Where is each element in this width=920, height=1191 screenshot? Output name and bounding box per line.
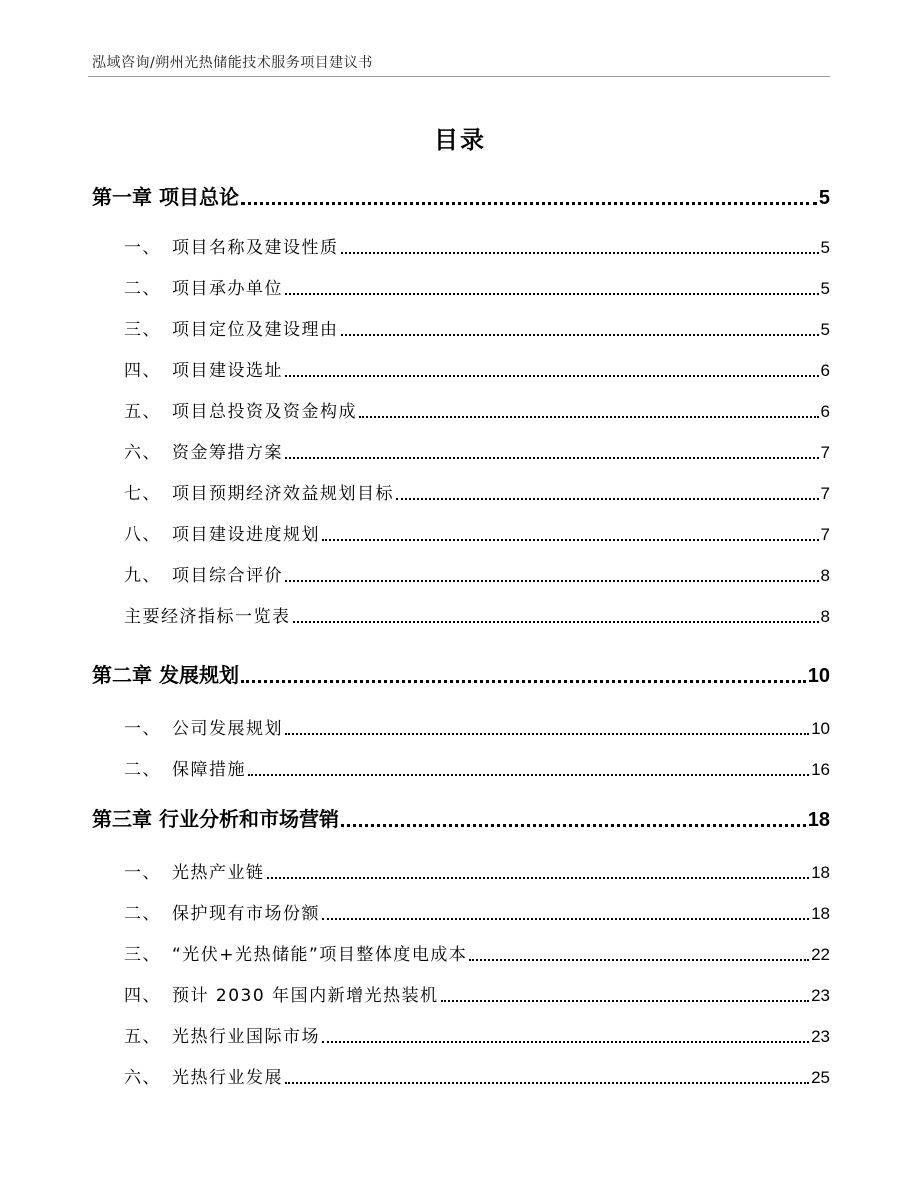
toc-entry-text: 项目承办单位 bbox=[172, 279, 283, 299]
toc-dot-leader bbox=[469, 949, 809, 961]
toc-section-entry[interactable] bbox=[124, 394, 830, 422]
toc-entry-label bbox=[124, 315, 339, 340]
toc-section-entry[interactable] bbox=[124, 1019, 830, 1047]
toc-entry-text: 光热行业国际市场 bbox=[172, 1027, 320, 1047]
toc-section-entry[interactable] bbox=[124, 711, 830, 739]
toc-page-number: 7 bbox=[820, 443, 830, 462]
toc-entry-number: 二、 bbox=[124, 279, 161, 299]
toc-page-number: 16 bbox=[811, 760, 830, 779]
toc-entry-text: 光热行业发展 bbox=[172, 1068, 283, 1088]
toc-entry-label bbox=[92, 181, 239, 210]
toc-dot-leader bbox=[241, 192, 817, 205]
toc-entry-label bbox=[124, 274, 283, 299]
toc-dot-leader bbox=[248, 764, 809, 776]
toc-entry-label bbox=[124, 1063, 283, 1088]
toc-entry-text: 项目建设进度规划 bbox=[172, 525, 320, 545]
toc-section-entry[interactable] bbox=[124, 896, 830, 924]
toc-entry-label bbox=[124, 714, 283, 739]
toc-entry-label bbox=[124, 940, 467, 965]
toc-page-number: 5 bbox=[818, 187, 830, 209]
header-divider bbox=[88, 76, 830, 77]
toc-entry-label bbox=[124, 233, 339, 258]
toc-section-entry[interactable] bbox=[124, 230, 830, 258]
toc-entry-text: 项目总投资及资金构成 bbox=[172, 402, 357, 422]
toc-page-number: 18 bbox=[807, 809, 830, 831]
toc-entry-number: 三、 bbox=[124, 320, 161, 340]
toc-entry-number: 七、 bbox=[124, 484, 161, 504]
toc-entry-text: 资金筹措方案 bbox=[172, 443, 283, 463]
toc-entry-text: 主要经济指标一览表 bbox=[124, 607, 291, 627]
toc-dot-leader bbox=[322, 529, 819, 541]
toc-page-number: 18 bbox=[811, 904, 830, 923]
toc-entry-number: 一、 bbox=[124, 719, 161, 739]
toc-page-number: 5 bbox=[820, 238, 830, 257]
toc-entry-text: 项目综合评价 bbox=[172, 566, 283, 586]
toc-entry-label bbox=[124, 858, 265, 883]
toc-page-number: 6 bbox=[820, 361, 830, 380]
toc-page-number: 7 bbox=[820, 525, 830, 544]
toc-section-entry[interactable] bbox=[124, 558, 830, 586]
toc-entry-text: 项目预期经济效益规划目标 bbox=[172, 484, 394, 504]
toc-dot-leader bbox=[293, 611, 819, 623]
toc-page-number: 25 bbox=[811, 1068, 830, 1087]
toc-dot-leader bbox=[285, 570, 819, 582]
toc-section-entry[interactable] bbox=[124, 312, 830, 340]
toc-section-entry[interactable] bbox=[124, 476, 830, 504]
toc-entry-text: 第二章 发展规划 bbox=[92, 663, 239, 687]
toc-page-number: 22 bbox=[811, 945, 830, 964]
toc-entry-label bbox=[124, 602, 291, 627]
toc-entry-label bbox=[124, 1022, 320, 1047]
toc-entry-number: 一、 bbox=[124, 863, 161, 883]
toc-title: 目录 bbox=[434, 126, 486, 154]
toc-entry-text: 项目建设选址 bbox=[172, 361, 283, 381]
toc-entry-label bbox=[124, 397, 357, 422]
toc-entry-number: 五、 bbox=[124, 1027, 161, 1047]
toc-entry-number: 二、 bbox=[124, 760, 161, 780]
toc-entry-label bbox=[124, 755, 246, 780]
toc-entry-number: 八、 bbox=[124, 525, 161, 545]
toc-dot-leader bbox=[322, 1031, 809, 1043]
toc-entry-number: 九、 bbox=[124, 566, 161, 586]
toc-entry-number: 四、 bbox=[124, 361, 161, 381]
toc-page-number: 10 bbox=[807, 665, 830, 687]
toc-dot-leader bbox=[285, 283, 819, 295]
toc-entry-text: 第三章 行业分析和市场营销 bbox=[92, 807, 339, 831]
toc-entry-label bbox=[92, 803, 339, 832]
toc-dot-leader bbox=[285, 1072, 809, 1084]
toc-entry-number: 六、 bbox=[124, 1068, 161, 1088]
toc-entry-text: “光伏+光热储能”项目整体度电成本 bbox=[172, 945, 468, 965]
toc-page-number: 8 bbox=[820, 566, 830, 585]
toc-entry-text: 项目名称及建设性质 bbox=[172, 238, 339, 258]
toc-entry-text: 保障措施 bbox=[172, 760, 246, 780]
toc-entry-number: 一、 bbox=[124, 238, 161, 258]
toc-dot-leader bbox=[359, 406, 819, 418]
toc-page-number: 23 bbox=[811, 986, 830, 1005]
toc-section-entry[interactable] bbox=[124, 353, 830, 381]
toc-entry-number: 六、 bbox=[124, 443, 161, 463]
toc-entry-label bbox=[92, 659, 239, 688]
toc-entry-text: 项目定位及建设理由 bbox=[172, 320, 339, 340]
toc-dot-leader bbox=[241, 670, 806, 683]
toc-entry-text: 预计 2030 年国内新增光热装机 bbox=[172, 986, 439, 1006]
toc-section-entry[interactable] bbox=[124, 599, 830, 627]
toc-dot-leader bbox=[341, 324, 819, 336]
toc-dot-leader bbox=[285, 447, 819, 459]
toc-dot-leader bbox=[341, 814, 806, 827]
toc-entry-number: 二、 bbox=[124, 904, 161, 924]
toc-dot-leader bbox=[441, 990, 810, 1002]
toc-section-entry[interactable] bbox=[124, 752, 830, 780]
toc-dot-leader bbox=[285, 723, 809, 735]
toc-page-number: 7 bbox=[820, 484, 830, 503]
toc-section-entry[interactable] bbox=[124, 435, 830, 463]
toc-page-number: 8 bbox=[820, 607, 830, 626]
toc-entry-label bbox=[124, 356, 283, 381]
toc-page-number: 18 bbox=[811, 863, 830, 882]
toc-entry-label bbox=[124, 981, 439, 1006]
toc-chapter-entry[interactable] bbox=[92, 804, 830, 832]
toc-page-number: 5 bbox=[820, 279, 830, 298]
running-header: 泓域咨询/朔州光热储能技术服务项目建议书 bbox=[92, 55, 373, 71]
toc-section-entry[interactable] bbox=[124, 937, 830, 965]
toc-entry-text: 保护现有市场份额 bbox=[172, 904, 320, 924]
toc-entry-label bbox=[124, 899, 320, 924]
toc-entry-number: 四、 bbox=[124, 986, 161, 1006]
toc-dot-leader bbox=[341, 242, 819, 254]
toc-page-number: 6 bbox=[820, 402, 830, 421]
toc-chapter-entry[interactable] bbox=[92, 182, 830, 210]
toc-chapter-entry[interactable] bbox=[92, 660, 830, 688]
toc-entry-label bbox=[124, 438, 283, 463]
toc-entry-label bbox=[124, 520, 320, 545]
toc-dot-leader bbox=[396, 488, 819, 500]
toc-entry-number: 三、 bbox=[124, 945, 161, 965]
toc-section-entry[interactable] bbox=[124, 517, 830, 545]
toc-page-number: 23 bbox=[811, 1027, 830, 1046]
toc-dot-leader bbox=[322, 908, 809, 920]
toc-section-entry[interactable] bbox=[124, 271, 830, 299]
toc-entry-text: 公司发展规划 bbox=[172, 719, 283, 739]
toc-entry-label bbox=[124, 479, 394, 504]
toc-page-number: 10 bbox=[811, 719, 830, 738]
toc-page-number: 5 bbox=[820, 320, 830, 339]
toc-entry-text: 光热产业链 bbox=[172, 863, 265, 883]
toc-dot-leader bbox=[285, 365, 819, 377]
toc-dot-leader bbox=[267, 867, 810, 879]
toc-entry-text: 第一章 项目总论 bbox=[92, 185, 239, 209]
toc-entry-label bbox=[124, 561, 283, 586]
toc-section-entry[interactable] bbox=[124, 855, 830, 883]
toc-section-entry[interactable] bbox=[124, 978, 830, 1006]
toc-entry-number: 五、 bbox=[124, 402, 161, 422]
toc-section-entry[interactable] bbox=[124, 1060, 830, 1088]
